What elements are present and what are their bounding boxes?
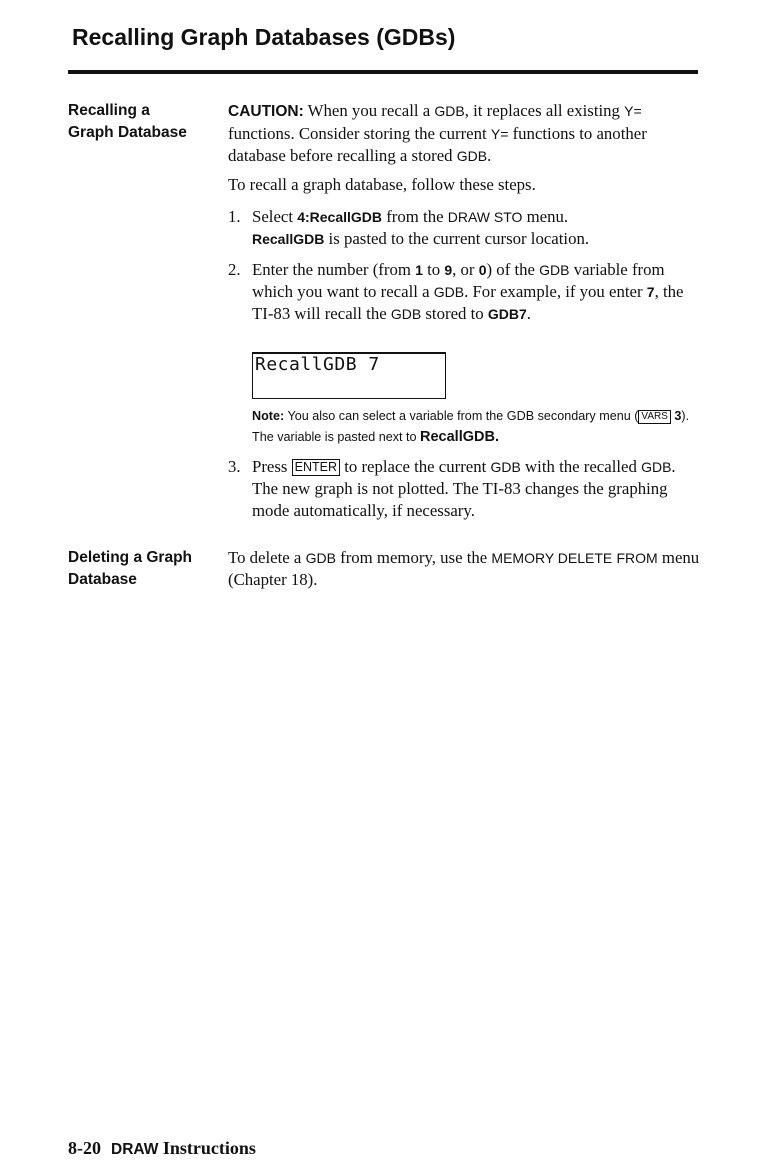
gdb-term: GDB xyxy=(390,306,422,322)
intro-paragraph xyxy=(228,174,708,196)
vars-key-icon: VARS xyxy=(638,410,671,424)
text: menu. xyxy=(522,207,569,226)
text: , the TI-83 will recall the xyxy=(252,282,684,323)
gdb-term: GDB xyxy=(539,262,570,278)
command-recallgdb: RecallGDB xyxy=(252,231,325,247)
gdb-term: GDB xyxy=(641,459,672,475)
screen-text: RecallGDB 7 xyxy=(255,354,380,375)
text: To delete a xyxy=(228,548,306,567)
note-label: Note: xyxy=(252,409,285,423)
step-number: 3. xyxy=(228,457,241,476)
text: Select xyxy=(252,207,298,226)
caution-text: When you recall a xyxy=(303,101,435,120)
text: with the recalled xyxy=(520,457,642,476)
footer-chapter: Instructions xyxy=(158,1138,256,1158)
text: . For example, if you enter xyxy=(464,282,647,301)
text: , or xyxy=(452,260,479,279)
step-text xyxy=(252,259,698,325)
y-equals-term: Y= xyxy=(490,126,509,142)
enter-key-icon: ENTER xyxy=(292,459,340,476)
caution-text: . xyxy=(487,146,492,165)
gdb-term: GDB xyxy=(490,459,521,475)
y-equals-term: Y= xyxy=(624,103,642,119)
caution-text: , it replaces all existing xyxy=(464,101,625,120)
section-heading-line2: Database xyxy=(68,571,137,588)
note-text: ). The variable is pasted next to xyxy=(252,409,690,444)
section-heading-deleting xyxy=(68,547,218,591)
page-title: Recalling Graph Databases (GDBs) xyxy=(72,24,456,50)
text: . The new graph is not plotted. The TI-83 changes the graphing mode automatically, if necessary. xyxy=(252,457,676,520)
text: stored to xyxy=(421,304,488,323)
text: to xyxy=(422,260,445,279)
caution-paragraph xyxy=(228,100,708,167)
text: . xyxy=(526,304,531,323)
gdb-term: GDB xyxy=(434,103,465,119)
menu-name: DRAW STO xyxy=(447,209,523,225)
key-number: 0 xyxy=(478,262,487,278)
section-heading-line1: Recalling a xyxy=(68,102,150,119)
text: variable from which you want to recall a xyxy=(252,260,665,301)
intro-text: To recall a graph database, follow these steps. xyxy=(228,175,536,194)
note-text: You also can select a variable from the GDB secondary menu ( xyxy=(284,409,639,423)
menu-name: MEMORY DELETE xyxy=(491,550,613,566)
footer-draw: DRAW xyxy=(111,1141,159,1158)
caution-label: CAUTION: xyxy=(228,103,304,120)
key-number: 9 xyxy=(444,262,453,278)
caution-text: functions. Consider storing the current xyxy=(228,124,491,143)
section-heading-line1: Deleting a Graph xyxy=(68,549,193,566)
step-number: 1. xyxy=(228,207,241,226)
step-text xyxy=(252,206,698,250)
note-paragraph xyxy=(252,406,702,448)
step-1 xyxy=(228,206,698,250)
text: ) of the xyxy=(486,260,540,279)
key-number: 7 xyxy=(646,284,655,300)
title-rule xyxy=(68,70,698,74)
text: to replace the current xyxy=(340,457,491,476)
caution-text: functions to another database before recalling a stored xyxy=(228,124,647,165)
text: menu (Chapter 18). xyxy=(228,548,700,589)
text: from the xyxy=(382,207,448,226)
gdb7-term: GDB7 xyxy=(487,306,527,322)
delete-paragraph xyxy=(228,547,708,591)
page-number: 8-20 xyxy=(68,1138,101,1158)
step-text xyxy=(252,456,698,522)
menu-name: FROM xyxy=(616,550,658,566)
step-2 xyxy=(228,259,698,325)
page-footer xyxy=(68,1138,256,1159)
text: Enter the number (from xyxy=(252,260,416,279)
gdb-term: GDB xyxy=(433,284,465,300)
command-recallgdb: 4:RecallGDB xyxy=(297,209,383,225)
key-number: 1 xyxy=(415,262,423,278)
section-heading-recalling xyxy=(68,100,218,144)
section-heading-line2: Graph Database xyxy=(68,124,187,141)
gdb-term: GDB xyxy=(305,550,336,566)
text: Press xyxy=(252,457,292,476)
command-recallgdb: RecallGDB. xyxy=(420,429,499,445)
key-number: 3 xyxy=(674,409,682,423)
step-3 xyxy=(228,456,698,522)
gdb-term: GDB xyxy=(456,148,488,164)
text: from memory, use the xyxy=(335,548,492,567)
step-number: 2. xyxy=(228,260,241,279)
calculator-screen xyxy=(252,352,446,399)
text: is pasted to the current cursor location. xyxy=(324,229,590,248)
